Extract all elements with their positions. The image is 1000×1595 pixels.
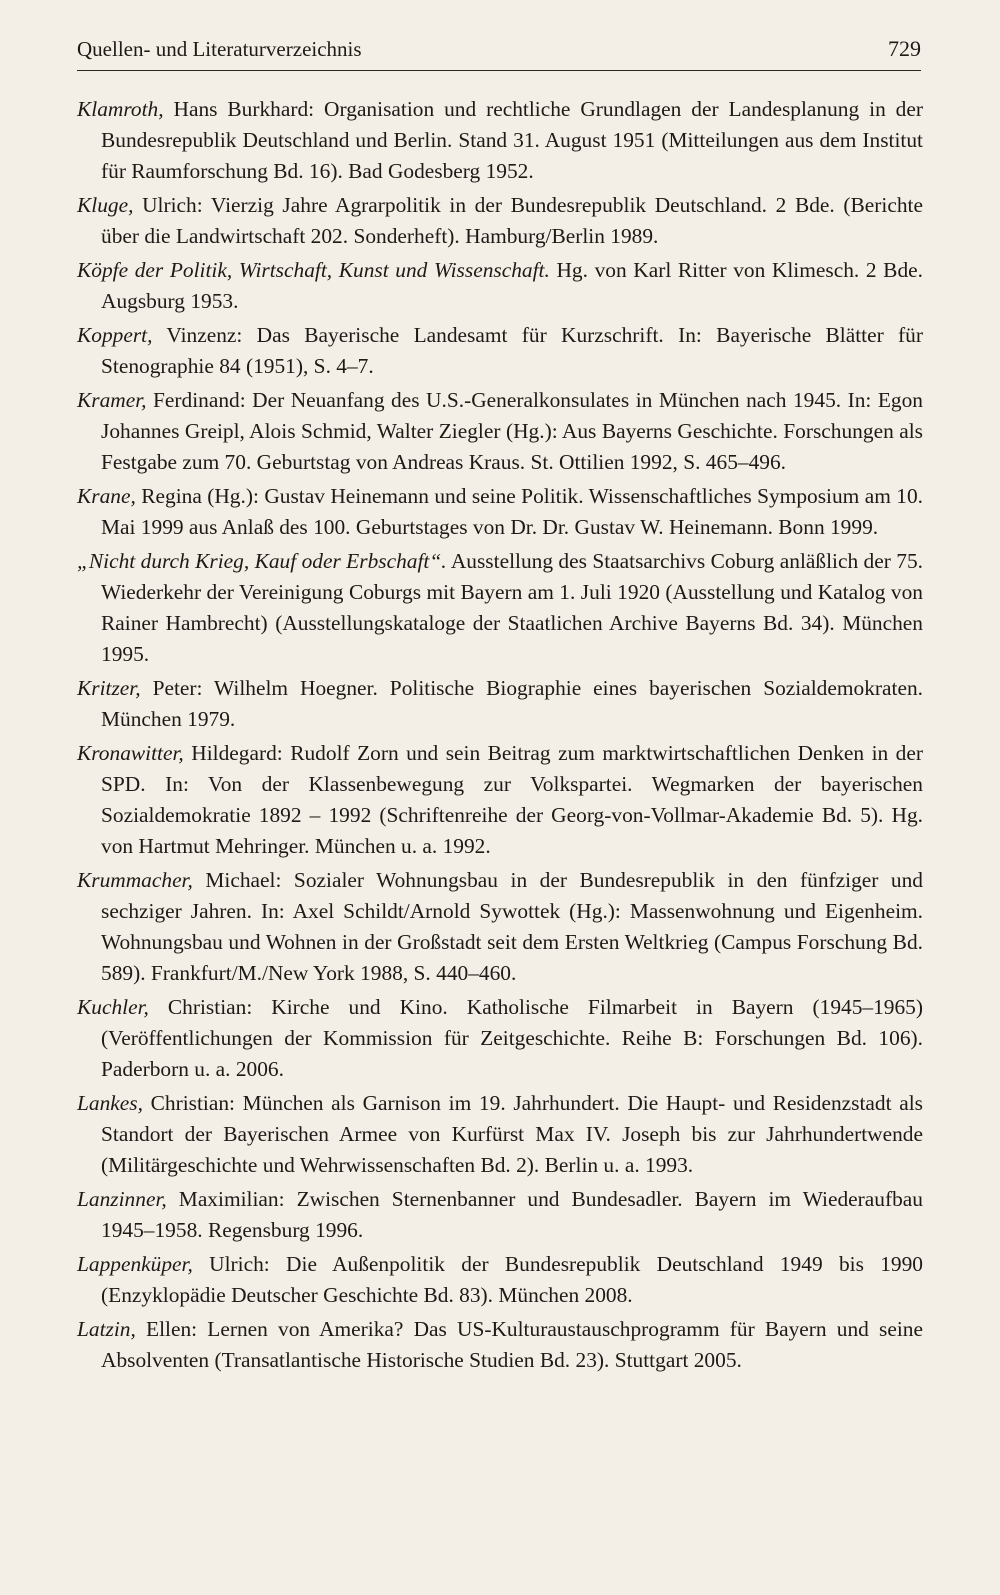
entry-author: Krane, <box>77 484 136 508</box>
entry-text: Christian: Kirche und Kino. Katholische Filmarbeit in Bayern (1945–1965) (Veröffentlichungen der Kommission für Zeitgeschichte. Reihe B: Forschungen Bd. 106). Paderborn u. a. 2006. <box>101 995 923 1081</box>
header-rule <box>77 70 921 71</box>
entry-text: Hg. von Karl Ritter von Klimesch. 2 Bde. Augsburg 1953. <box>101 258 923 313</box>
bibliography-entry <box>77 1088 923 1181</box>
bibliography-entry <box>77 673 923 735</box>
bibliography-entry <box>77 190 923 252</box>
entry-author: Lappenküper, <box>77 1252 193 1276</box>
entry-text: Regina (Hg.): Gustav Heinemann und seine Politik. Wissenschaftliches Symposium am 10. Mai 1999 aus Anlaß des 100. Geburtstages von Dr. Dr. Gustav W. Heinemann. Bonn 1999. <box>101 484 923 539</box>
entry-text: Ulrich: Vierzig Jahre Agrarpolitik in der Bundesrepublik Deutschland. 2 Bde. (Berichte über die Landwirtschaft 202. Sonderheft). Hamburg/Berlin 1989. <box>101 193 923 248</box>
entry-author: Köpfe der Politik, Wirtschaft, Kunst und Wissenschaft. <box>77 258 550 282</box>
entry-author: Krummacher, <box>77 868 193 892</box>
bibliography-entry <box>77 546 923 670</box>
page-number: 729 <box>888 36 921 61</box>
entry-text: Hildegard: Rudolf Zorn und sein Beitrag zum marktwirtschaftlichen Denken in der SPD. In: Von der Klassenbewegung zur Volkspartei. Wegmarken der bayerischen Sozialdemokratie 1892 – 1992 (Schriftenreihe der Georg-von-Vollmar-Akademie Bd. 5). Hg. von Hartmut Mehringer. München u. a. 1992. <box>101 741 923 858</box>
entry-author: Kronawitter, <box>77 741 184 765</box>
entry-author: Klamroth, <box>77 97 164 121</box>
entry-author: Kluge, <box>77 193 134 217</box>
bibliography-list <box>77 94 923 1379</box>
entry-text: Ulrich: Die Außenpolitik der Bundesrepublik Deutschland 1949 bis 1990 (Enzyklopädie Deutscher Geschichte Bd. 83). München 2008. <box>101 1252 923 1307</box>
bibliography-entry <box>77 738 923 862</box>
bibliography-entry <box>77 255 923 317</box>
entry-text: Ausstellung des Staatsarchivs Coburg anläßlich der 75. Wiederkehr der Vereinigung Coburgs mit Bayern am 1. Juli 1920 (Ausstellung und Katalog von Rainer Hambrecht) (Ausstellungskataloge der Staatlichen Archive Bayerns Bd. 34). München 1995. <box>101 549 923 666</box>
entry-text: Peter: Wilhelm Hoegner. Politische Biographie eines bayerischen Sozialdemokraten. München 1979. <box>101 676 923 731</box>
entry-author: Kritzer, <box>77 676 141 700</box>
bibliography-entry <box>77 94 923 187</box>
bibliography-entry <box>77 992 923 1085</box>
bibliography-entry <box>77 865 923 989</box>
entry-author: Kuchler, <box>77 995 149 1019</box>
entry-text: Michael: Sozialer Wohnungsbau in der Bundesrepublik in den fünfziger und sechziger Jahren. In: Axel Schildt/Arnold Sywottek (Hg.): Massenwohnung und Eigenheim. Wohnungsbau und Wohnen in der Großstadt seit dem Ersten Weltkrieg (Campus Forschung Bd. 589). Frankfurt/M./New York 1988, S. 440–460. <box>101 868 923 985</box>
bibliography-entry <box>77 385 923 478</box>
entry-text: Ferdinand: Der Neuanfang des U.S.-Generalkonsulates in München nach 1945. In: Egon Johannes Greipl, Alois Schmid, Walter Ziegler (Hg.): Aus Bayerns Geschichte. Forschungen als Festgabe zum 70. Geburtstag von Andreas Kraus. St. Ottilien 1992, S. 465–496. <box>101 388 923 474</box>
entry-author: Lankes, <box>77 1091 143 1115</box>
entry-author: Lanzinner, <box>77 1187 167 1211</box>
entry-text: Maximilian: Zwischen Sternenbanner und Bundesadler. Bayern im Wiederaufbau 1945–1958. Regensburg 1996. <box>101 1187 923 1242</box>
running-title: Quellen- und Literaturverzeichnis <box>77 37 362 61</box>
running-header <box>77 36 921 62</box>
entry-author: Latzin, <box>77 1317 136 1341</box>
entry-text: Hans Burkhard: Organisation und rechtliche Grundlagen der Landesplanung in der Bundesrepublik Deutschland und Berlin. Stand 31. August 1951 (Mitteilungen aus dem Institut für Raumforschung Bd. 16). Bad Godesberg 1952. <box>101 97 923 183</box>
entry-text: Ellen: Lernen von Amerika? Das US-Kulturaustauschprogramm für Bayern und seine Absolventen (Transatlantische Historische Studien Bd. 23). Stuttgart 2005. <box>101 1317 923 1372</box>
entry-author: „Nicht durch Krieg, Kauf oder Erbschaft“. <box>77 549 447 573</box>
entry-text: Christian: München als Garnison im 19. Jahrhundert. Die Haupt- und Residenzstadt als Standort der Bayerischen Armee von Kurfürst Max IV. Joseph bis zur Jahrhundertwende (Militärgeschichte und Wehrwissenschaften Bd. 2). Berlin u. a. 1993. <box>101 1091 923 1177</box>
bibliography-entry <box>77 320 923 382</box>
bibliography-entry <box>77 1249 923 1311</box>
entry-text: Vinzenz: Das Bayerische Landesamt für Kurzschrift. In: Bayerische Blätter für Stenographie 84 (1951), S. 4–7. <box>101 323 923 378</box>
entry-author: Kramer, <box>77 388 147 412</box>
bibliography-entry <box>77 1184 923 1246</box>
bibliography-entry <box>77 1314 923 1376</box>
bibliography-entry <box>77 481 923 543</box>
entry-author: Koppert, <box>77 323 153 347</box>
